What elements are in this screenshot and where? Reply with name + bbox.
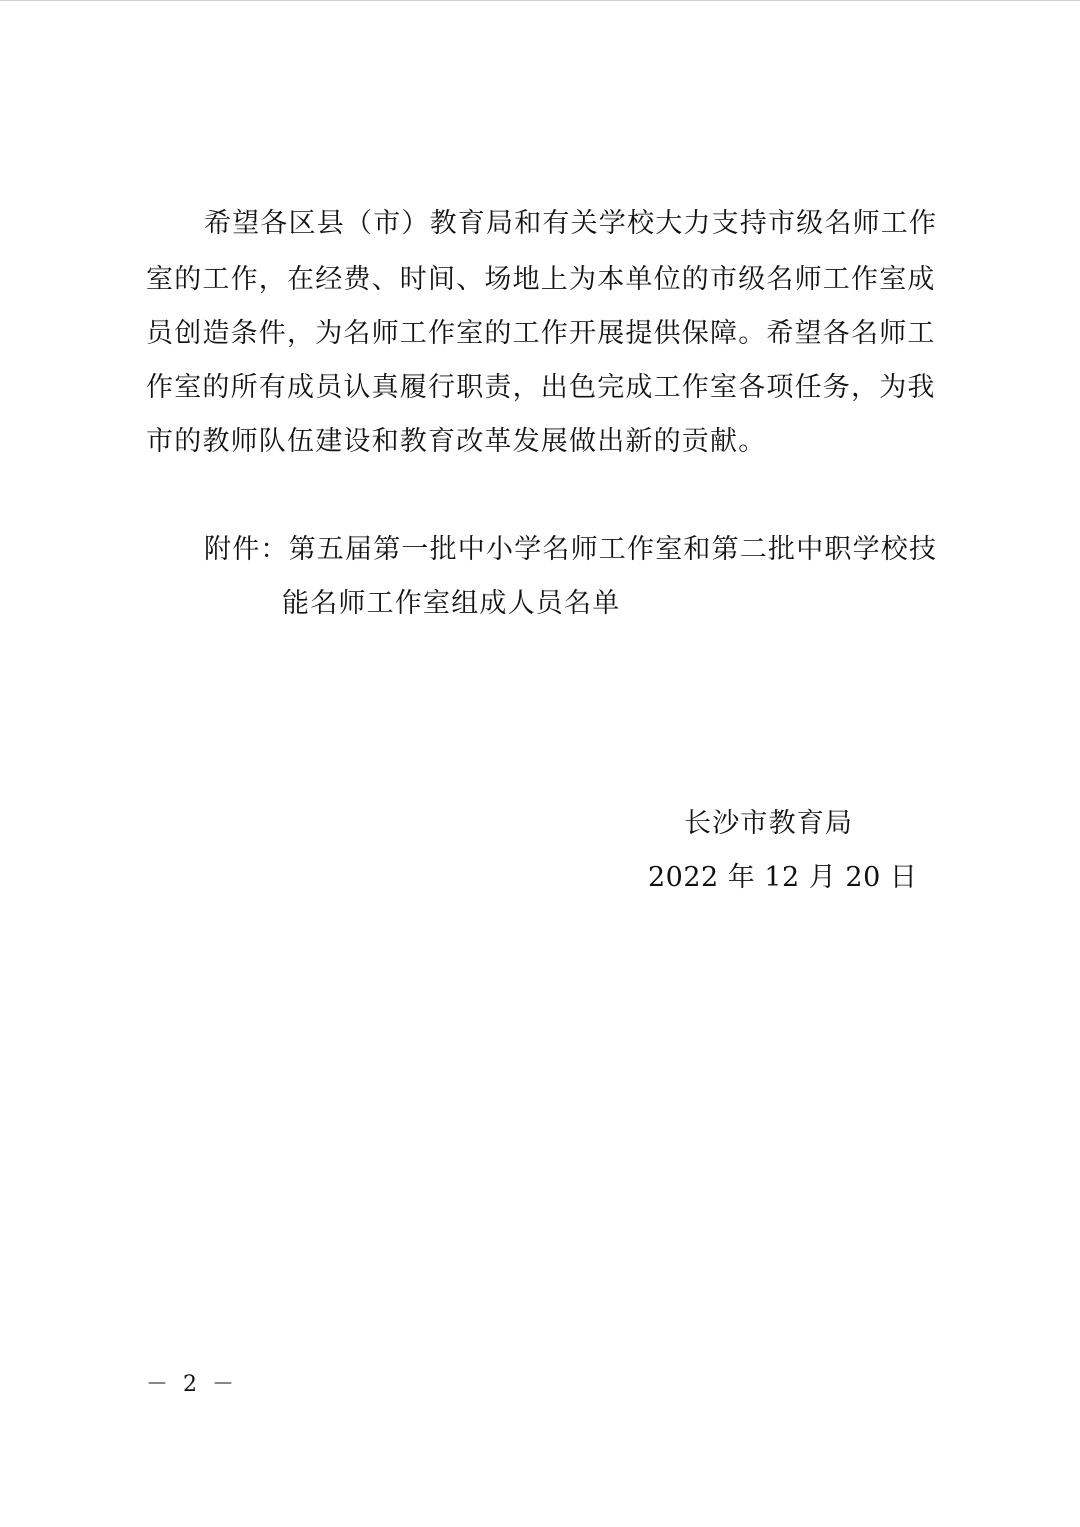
paragraph-line-1: 希望各区县（市）教育局和有关学校大力支持市级名师工作 — [204, 208, 938, 239]
page-number: － 2 － — [146, 1372, 238, 1397]
paragraph-line-3: 员创造条件，为名师工作室的工作开展提供保障。希望各名师工 — [146, 318, 936, 349]
top-border-line — [0, 0, 1080, 1]
signature-organization: 长沙市教育局 — [684, 808, 854, 839]
paragraph-line-4: 作室的所有成员认真履行职责，出色完成工作室各项任务，为我 — [146, 372, 936, 403]
attachment-line-1: 附件：第五届第一批中小学名师工作室和第二批中职学校技 — [204, 534, 938, 565]
attachment-line-2: 能名师工作室组成人员名单 — [282, 588, 621, 619]
paragraph-line-2: 室的工作，在经费、时间、场地上为本单位的市级名师工作室成 — [146, 264, 936, 295]
paragraph-line-5: 市的教师队伍建设和教育改革发展做出新的贡献。 — [146, 426, 767, 457]
signature-date: 2022 年 12 月 20 日 — [648, 862, 918, 893]
